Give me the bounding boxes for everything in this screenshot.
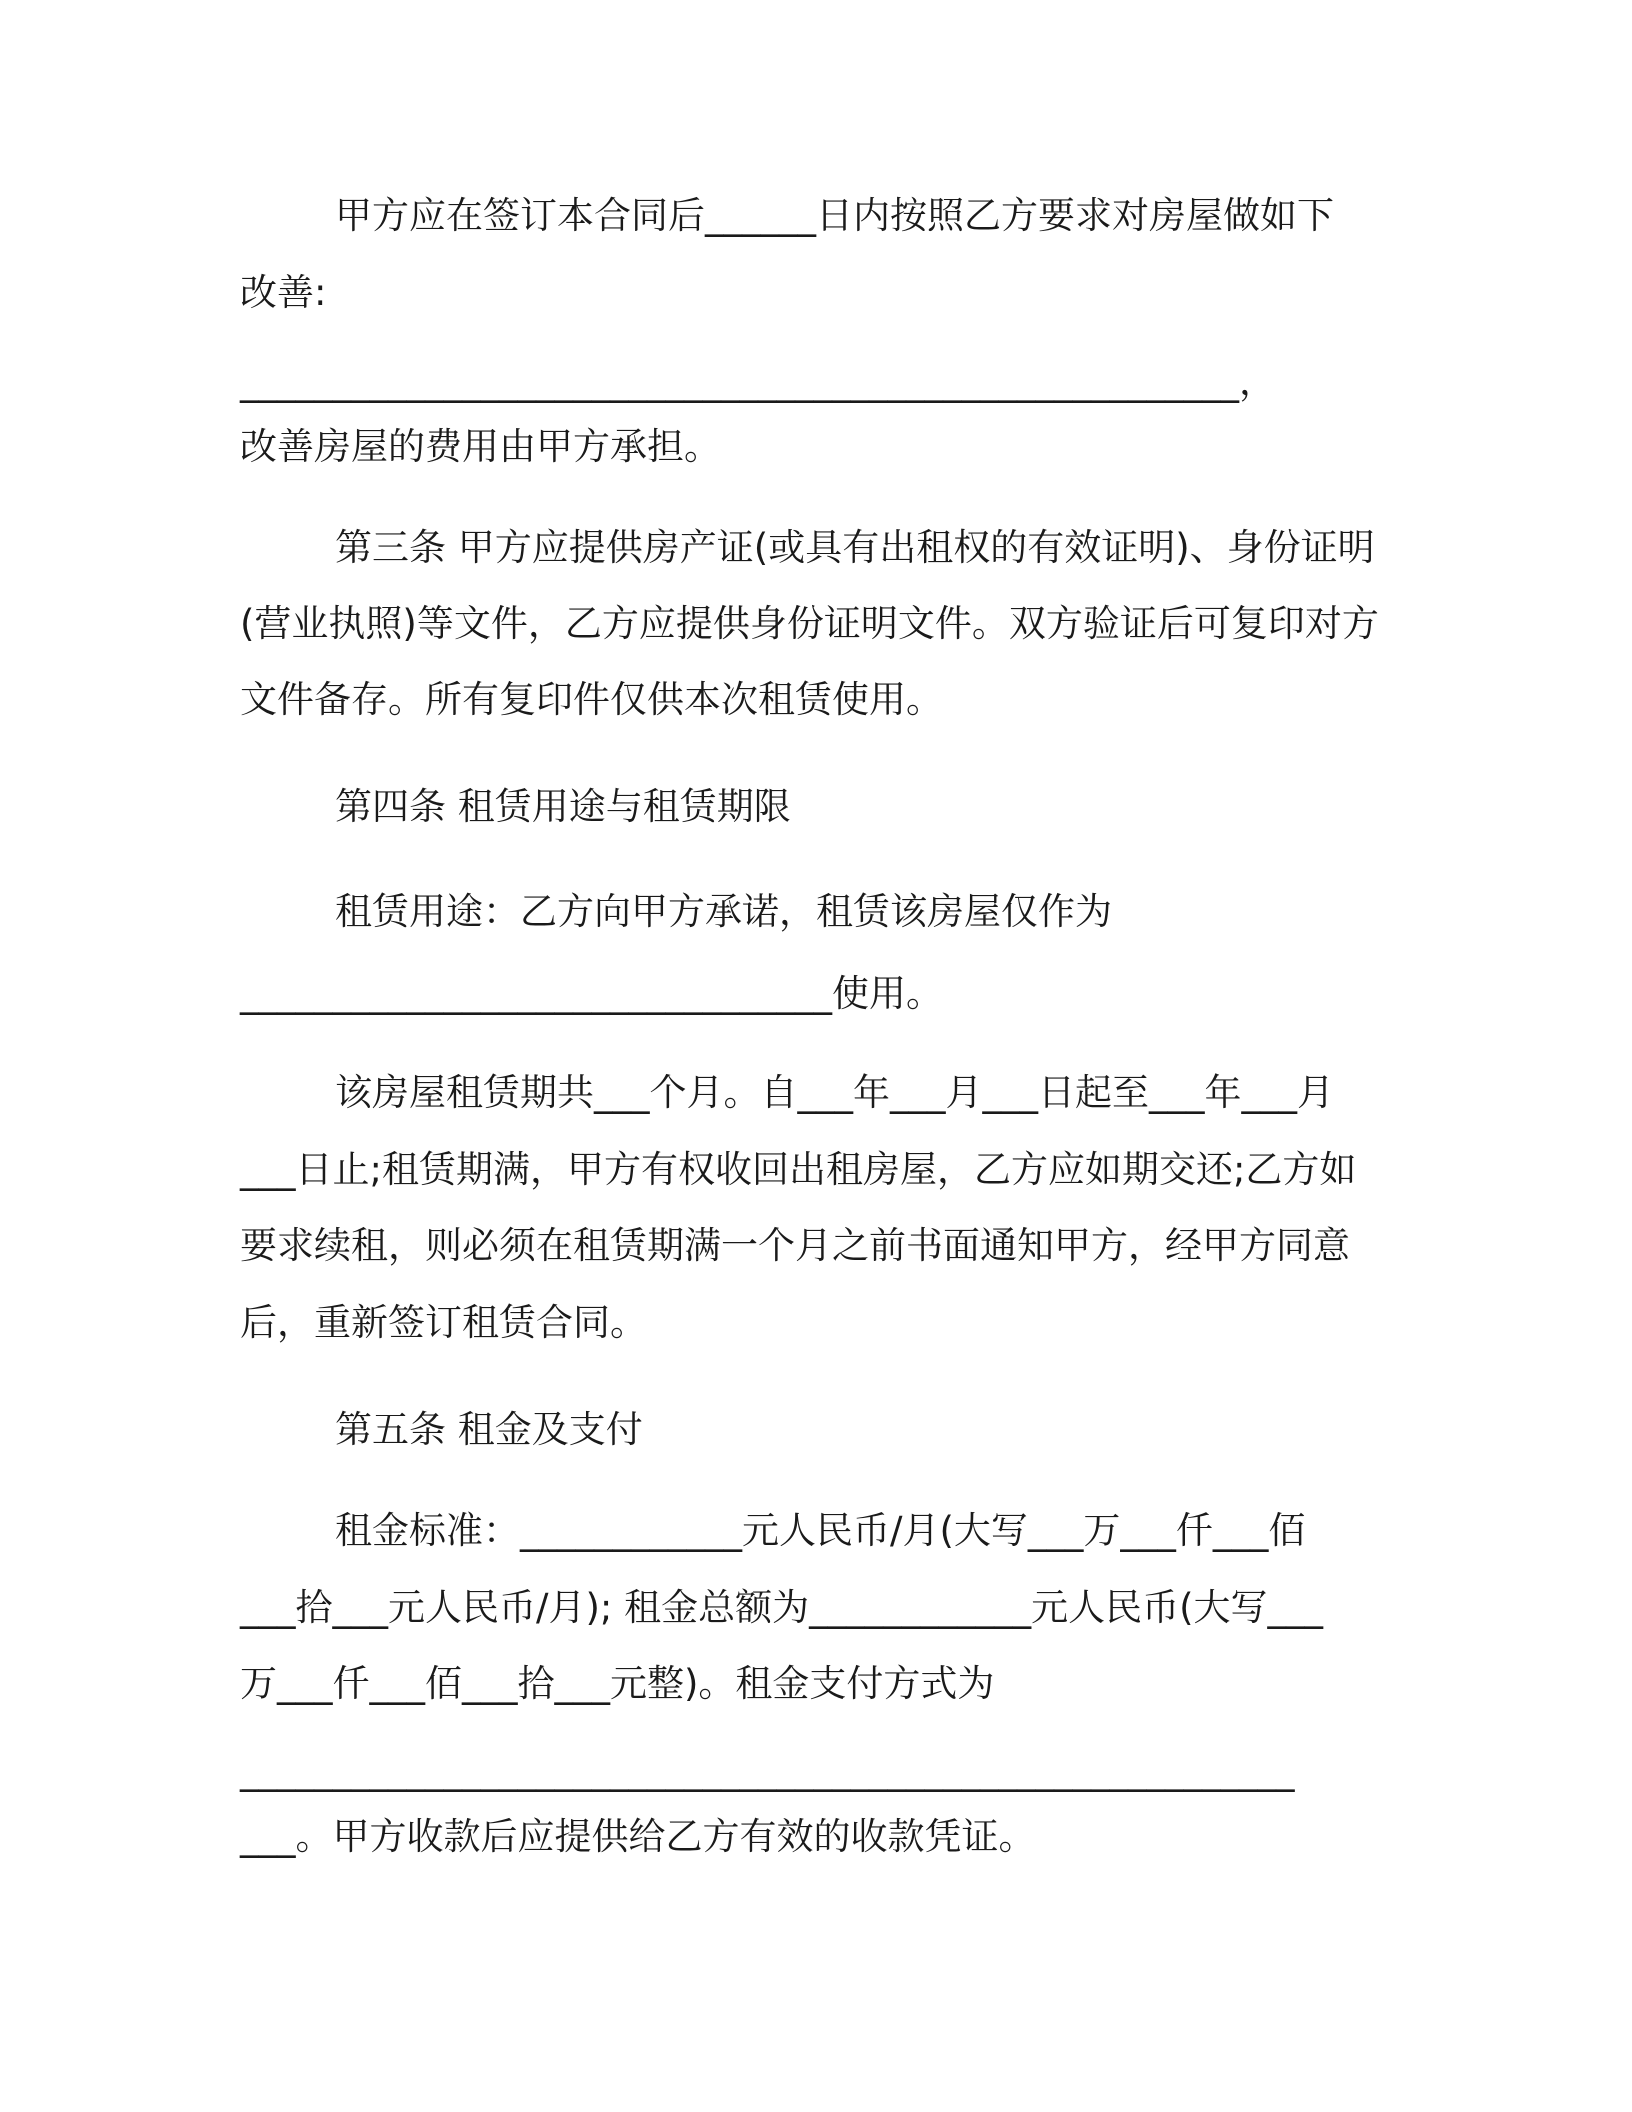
paragraph-improvement-line-2: 改善:: [240, 271, 327, 314]
lease-purpose-line-2: ________________________________使用。: [240, 972, 943, 1015]
rent-standard-line-2: ___拾___元人民币/月); 租金总额为____________元人民币(大写___: [240, 1586, 1324, 1629]
improvement-blank-line: ______________________________________________________，: [240, 360, 1276, 403]
article-3-line-2: (营业执照)等文件，乙方应提供身份证明文件。双方验证后可复印对方: [240, 602, 1379, 645]
rent-standard-line-3: 万___仟___佰___拾___元整)。租金支付方式为: [240, 1662, 995, 1705]
paragraph-improvement-line-1: 甲方应在签订本合同后______日内按照乙方要求对房屋做如下: [335, 194, 1334, 237]
lease-term-line-3: 要求续租，则必须在租赁期满一个月之前书面通知甲方，经甲方同意: [240, 1224, 1350, 1267]
lease-term-line-4: 后，重新签订租赁合同。: [240, 1301, 647, 1344]
article-5-heading: 第五条 租金及支付: [335, 1408, 643, 1451]
paragraph-improvement-cost: 改善房屋的费用由甲方承担。: [240, 425, 721, 468]
lease-purpose-line-1: 租赁用途：乙方向甲方承诺，租赁该房屋仅作为: [335, 890, 1112, 933]
payment-receipt-line: ___。甲方收款后应提供给乙方有效的收款凭证。: [240, 1815, 1036, 1858]
lease-term-line-2: ___日止;租赁期满，甲方有权收回出租房屋，乙方应如期交还;乙方如: [240, 1148, 1357, 1191]
lease-term-line-1: 该房屋租赁期共___个月。自___年___月___日起至___年___月: [335, 1071, 1334, 1114]
article-3-line-1: 第三条 甲方应提供房产证(或具有出租权的有效证明)、身份证明: [335, 526, 1375, 569]
article-3-line-3: 文件备存。所有复印件仅供本次租赁使用。: [240, 678, 943, 721]
rent-standard-line-1: 租金标准：____________元人民币/月(大写___万___仟___佰: [335, 1509, 1306, 1552]
article-4-heading: 第四条 租赁用途与租赁期限: [335, 785, 791, 828]
payment-method-blank-line: _________________________________________________________: [240, 1749, 1295, 1792]
